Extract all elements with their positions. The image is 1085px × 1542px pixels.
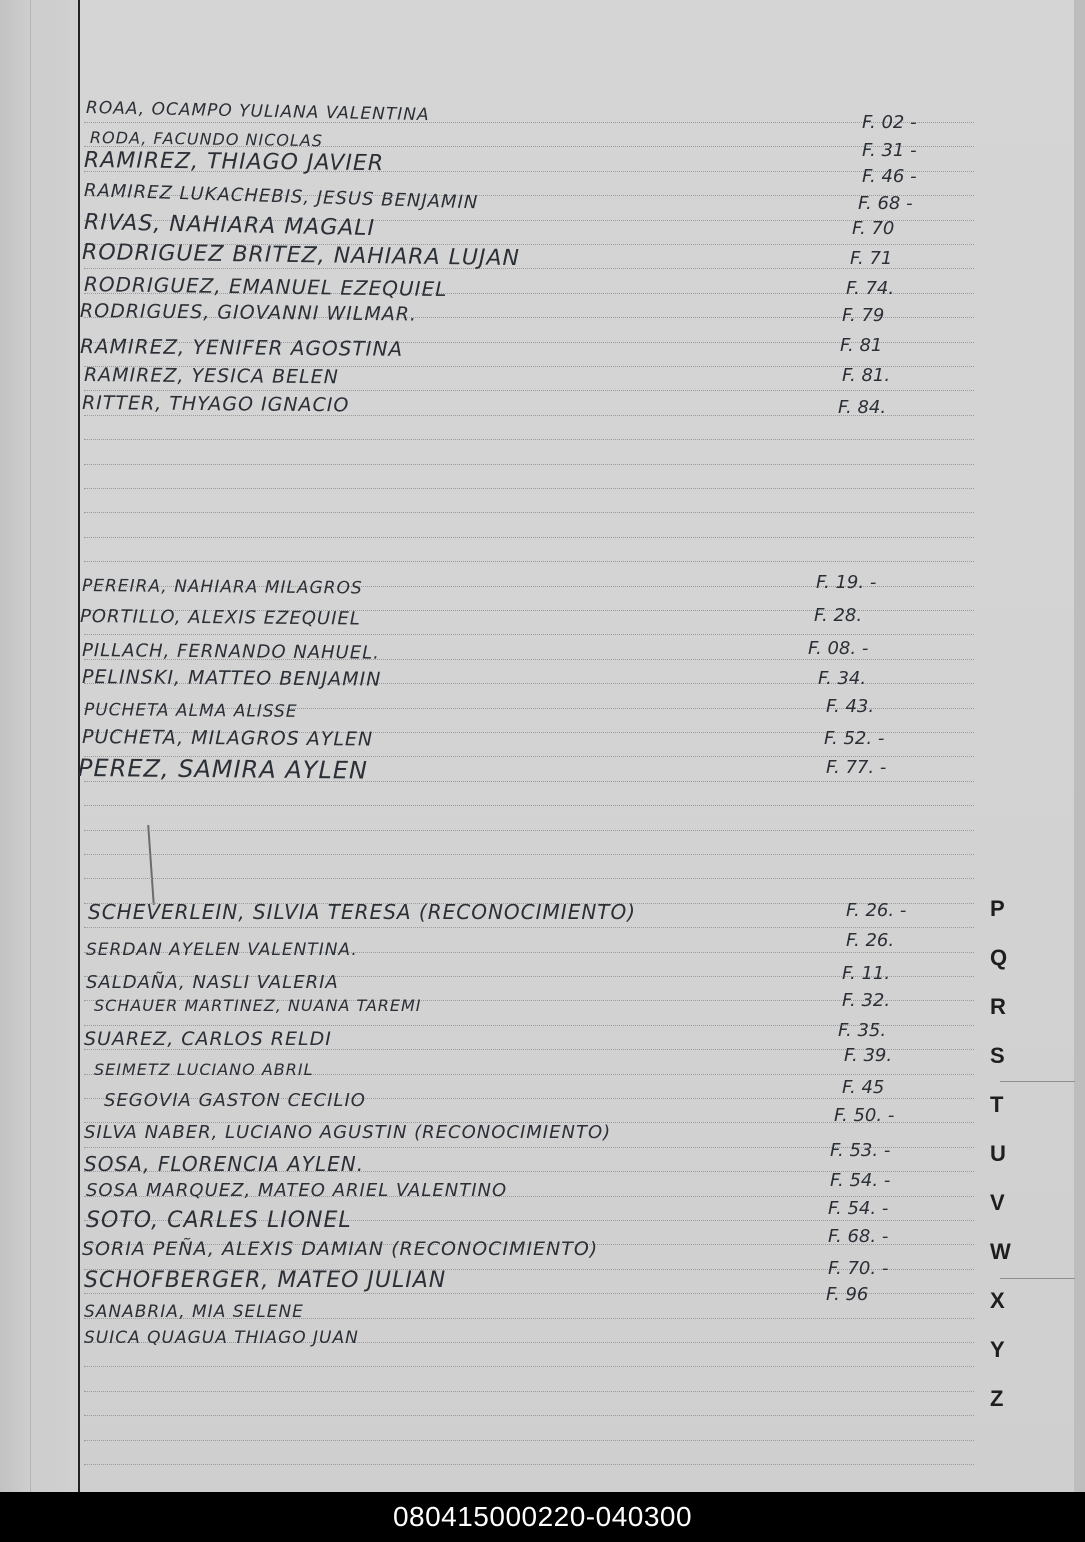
entry-folio: F. 81 (840, 335, 883, 356)
entry-folio: F. 77. - (826, 757, 887, 778)
entry-name: RIVAS, NAHIARA MAGALI (83, 210, 376, 242)
scan-footer-bar (0, 1492, 1085, 1542)
index-tab-v: V (990, 1190, 1005, 1215)
entry-folio: F. 46 - (862, 166, 917, 187)
entry-name: SEIMETZ LUCIANO ABRIL (94, 1060, 314, 1079)
page-edge (1074, 0, 1085, 1492)
entry-name: RAMIREZ, YESICA BELEN (83, 364, 340, 389)
entry-name: RAMIREZ LUKACHEBIS, JESUS BENJAMIN (83, 180, 479, 214)
entry-folio: F. 70. - (828, 1258, 889, 1279)
entry-folio: F. 08. - (808, 638, 869, 659)
entry-name: SCHOFBERGER, MATEO JULIAN (84, 1268, 447, 1293)
entry-name: ROAA, OCAMPO YULIANA VALENTINA (85, 98, 430, 126)
ruled-line (84, 1415, 974, 1416)
entry-name: PEREZ, SAMIRA AYLEN (77, 754, 369, 785)
entry-folio: F. 32. (842, 990, 891, 1011)
entry-folio: F. 96 (826, 1284, 869, 1305)
ruled-line (84, 561, 974, 562)
entry-folio: F. 71 (850, 248, 893, 269)
entry-name: RAMIREZ, YENIFER AGOSTINA (79, 334, 404, 361)
entry-name: SCHEVERLEIN, SILVIA TERESA (RECONOCIMIENTO) (88, 900, 637, 924)
entry-name: PORTILLO, ALEXIS EZEQUIEL (79, 606, 361, 630)
entry-folio: F. 35. (838, 1020, 887, 1041)
entry-name: SANABRIA, MIA SELENE (84, 1302, 304, 1322)
entry-folio: F. 50. - (834, 1105, 895, 1126)
entry-folio: F. 31 - (862, 140, 917, 161)
entry-folio: F. 68 - (858, 193, 913, 214)
index-tab-y: Y (990, 1337, 1005, 1362)
entry-folio: F. 39. (844, 1045, 893, 1066)
ruled-line (84, 1366, 974, 1367)
entry-name: PEREIRA, NAHIARA MILAGROS (81, 576, 363, 599)
index-tab-r: R (990, 994, 1006, 1019)
ruled-line (84, 1440, 974, 1441)
entry-name: PUCHETA, MILAGROS AYLEN (81, 726, 374, 751)
entry-name: RITTER, THYAGO IGNACIO (81, 392, 350, 417)
index-tab-w: W (990, 1239, 1011, 1264)
entry-folio: F. 11. (842, 963, 891, 984)
ruled-line (84, 830, 974, 831)
entry-folio: F. 26. (846, 930, 895, 951)
index-tab-z: Z (990, 1386, 1004, 1411)
ruled-line (84, 927, 974, 928)
ruled-line (84, 878, 974, 879)
index-divider (1000, 1081, 1075, 1082)
entry-folio: F. 68. - (828, 1226, 889, 1247)
entry-folio: F. 74. (846, 278, 895, 299)
entry-name: SUAREZ, CARLOS RELDI (84, 1028, 332, 1050)
entry-folio: F. 52. - (824, 728, 885, 749)
entry-name: SALDAÑA, NASLI VALERIA (86, 972, 339, 993)
index-tab-u: U (990, 1141, 1006, 1166)
entry-name: RODRIGUEZ BRITEZ, NAHIARA LUJAN (81, 240, 521, 272)
entry-folio: F. 54. - (830, 1170, 891, 1191)
entry-folio: F. 54. - (828, 1198, 889, 1219)
entry-name: SUICA QUAGUA THIAGO JUAN (84, 1328, 359, 1348)
ruled-line (84, 390, 974, 391)
entry-folio: F. 45 (842, 1077, 885, 1098)
entry-name: RODA, FACUNDO NICOLAS (89, 128, 324, 151)
entry-name: PILLACH, FERNANDO NAHUEL. (81, 640, 381, 664)
entry-folio: F. 53. - (830, 1140, 891, 1161)
ruled-line (84, 805, 974, 806)
ruled-line (84, 268, 974, 269)
entry-name: RODRIGUEZ, EMANUEL EZEQUIEL (83, 272, 448, 302)
entry-name: SOTO, CARLES LIONEL (86, 1208, 352, 1233)
entry-folio: F. 26. - (846, 900, 907, 921)
ruled-line (84, 634, 974, 635)
index-tab-s: S (990, 1043, 1005, 1068)
ruled-line (84, 854, 974, 855)
entry-name: SERDAN AYELEN VALENTINA. (86, 940, 358, 960)
entry-name: SEGOVIA GASTON CECILIO (104, 1090, 366, 1111)
ruled-line (84, 537, 974, 538)
index-divider (1000, 1278, 1075, 1279)
ruled-line (84, 464, 974, 465)
entry-folio: F. 28. (814, 605, 863, 626)
entry-folio: F. 19. - (816, 572, 877, 593)
entry-folio: F. 81. (842, 365, 891, 386)
ruled-line (84, 122, 974, 123)
entry-folio: F. 43. (826, 696, 875, 717)
ruled-line (84, 512, 974, 513)
ruled-line (84, 488, 974, 489)
ruled-line (84, 1391, 974, 1392)
entry-name: PELINSKI, MATTEO BENJAMIN (81, 666, 382, 691)
entry-name: SORIA PEÑA, ALEXIS DAMIAN (RECONOCIMIENTO) (82, 1238, 599, 1260)
entry-name: RODRIGUES, GIOVANNI WILMAR. (79, 300, 418, 326)
entry-folio: F. 79 (842, 305, 885, 326)
entry-folio: F. 34. (818, 668, 867, 689)
index-tab-t: T (990, 1092, 1004, 1117)
entry-folio: F. 70 (852, 218, 895, 239)
binding-strip (0, 0, 78, 1492)
entry-name: RAMIREZ, THIAGO JAVIER (83, 148, 385, 177)
index-tab-x: X (990, 1288, 1005, 1313)
entry-name: SILVA NABER, LUCIANO AGUSTIN (RECONOCIMIENTO) (84, 1122, 612, 1143)
entry-name: PUCHETA ALMA ALISSE (83, 700, 298, 722)
entry-name: SOSA, FLORENCIA AYLEN. (84, 1152, 365, 1176)
ruled-line (84, 439, 974, 440)
entry-name: SOSA MARQUEZ, MATEO ARIEL VALENTINO (86, 1180, 508, 1201)
entry-folio: F. 02 - (862, 112, 917, 133)
index-tab-p: P (990, 896, 1005, 921)
ruled-line (84, 1464, 974, 1465)
entry-folio: F. 84. (838, 397, 887, 418)
document-id: 080415000220-040300 (392, 1501, 693, 1532)
entry-name: SCHAUER MARTINEZ, NUANA TAREMI (94, 996, 422, 1015)
index-tab-q: Q (990, 945, 1008, 970)
